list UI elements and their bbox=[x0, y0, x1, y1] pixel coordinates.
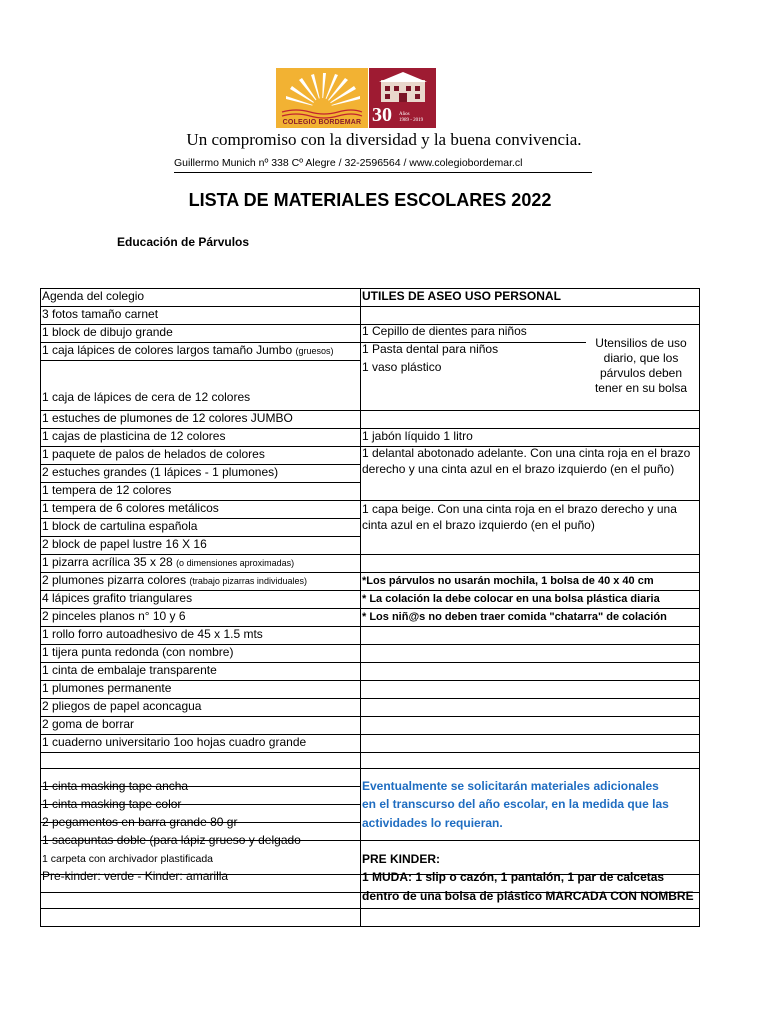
note-item: * Los niñ@s no deben traer comida "chatarra" de colación bbox=[362, 611, 667, 623]
logo-anos-label: Años bbox=[399, 112, 410, 117]
list-item bbox=[42, 778, 358, 795]
list-item bbox=[42, 814, 358, 831]
item-text: 1 block de dibujo grande bbox=[42, 325, 173, 339]
item-text: 1 cuaderno universitario 1oo hojas cuadro grande bbox=[42, 735, 307, 749]
logo-years-range: 1989 - 2019 bbox=[399, 118, 424, 123]
table-border bbox=[699, 288, 700, 927]
list-item bbox=[42, 868, 358, 885]
school-logo bbox=[276, 68, 436, 128]
list-item bbox=[42, 536, 358, 553]
list-item bbox=[42, 464, 358, 481]
note-item: *Los párvulos no usarán mochila, 1 bolsa de 40 x 40 cm bbox=[362, 575, 654, 587]
item-text: 1 estuches de plumones de 12 colores JUMBO bbox=[42, 411, 293, 425]
list-item bbox=[42, 626, 358, 643]
item-text: 1 tempera de 12 colores bbox=[42, 483, 172, 497]
item-text: 1 caja de lápices de cera de 12 colores bbox=[42, 390, 251, 404]
item-text: 1 block de cartulina española bbox=[42, 519, 198, 533]
aseo-note: Utensilios de uso diario, que los párvulos deben tener en su bolsa bbox=[594, 336, 688, 395]
list-item bbox=[42, 306, 358, 323]
jabon-item: 1 jabón líquido 1 litro bbox=[362, 429, 473, 443]
list-item bbox=[42, 410, 358, 427]
prekinder-line: dentro de una bolsa de plástico MARCADA CON NOMBRE bbox=[362, 889, 694, 903]
table-rule bbox=[360, 644, 699, 645]
list-item bbox=[42, 698, 358, 715]
item-text: 1 rollo forro autoadhesivo de 45 x 1.5 mts bbox=[42, 627, 263, 641]
aseo-item: 1 Pasta dental para niños bbox=[362, 342, 499, 356]
item-text: 1 paquete de palos de helados de colores bbox=[42, 447, 265, 461]
list-item bbox=[42, 662, 358, 679]
list-item bbox=[42, 851, 358, 868]
list-item bbox=[42, 832, 358, 849]
list-item bbox=[42, 680, 358, 697]
table-rule bbox=[40, 892, 360, 893]
item-note: (gruesos) bbox=[295, 346, 334, 356]
item-text: 2 pegamentos en barra grande 80 gr bbox=[42, 815, 238, 829]
list-item bbox=[42, 572, 358, 590]
table-rule bbox=[360, 410, 699, 411]
item-text: 1 cinta masking tape ancha bbox=[42, 779, 189, 793]
table-rule bbox=[360, 716, 699, 717]
item-text: 1 cinta masking tape color bbox=[42, 797, 182, 811]
table-rule bbox=[360, 698, 699, 699]
table-rule bbox=[360, 840, 699, 841]
item-text: 2 block de papel lustre 16 X 16 bbox=[42, 537, 207, 551]
eventual-note: actividades lo requieran. bbox=[362, 816, 503, 830]
school-motto: Un compromiso con la diversidad y la buena convivencia. bbox=[186, 130, 582, 149]
table-rule bbox=[360, 908, 699, 909]
table-rule bbox=[40, 752, 360, 753]
table-rule bbox=[40, 768, 360, 769]
item-text: 1 tempera de 6 colores metálicos bbox=[42, 501, 219, 515]
list-item bbox=[42, 734, 358, 751]
table-border bbox=[40, 288, 41, 926]
list-item bbox=[42, 482, 358, 499]
table-rule bbox=[40, 908, 360, 909]
item-text: 1 cinta de embalaje transparente bbox=[42, 663, 217, 677]
school-building-logo-icon bbox=[369, 68, 436, 128]
item-text: Agenda del colegio bbox=[42, 289, 145, 303]
list-item bbox=[42, 342, 358, 360]
item-text: 2 goma de borrar bbox=[42, 717, 135, 731]
materials-table bbox=[40, 288, 699, 926]
page-title: LISTA DE MATERIALES ESCOLARES 2022 bbox=[188, 190, 552, 210]
logo-anniversary: 30 bbox=[372, 104, 392, 126]
list-item bbox=[42, 554, 358, 572]
table-rule bbox=[40, 360, 360, 361]
item-text: 4 lápices grafito triangulares bbox=[42, 591, 193, 605]
list-item bbox=[42, 324, 358, 341]
item-text: 2 estuches grandes (1 lápices - 1 plumones) bbox=[42, 465, 279, 479]
item-text: 2 pliegos de papel aconcagua bbox=[42, 699, 202, 713]
table-rule bbox=[360, 626, 699, 627]
list-item bbox=[42, 590, 358, 607]
table-rule bbox=[360, 734, 699, 735]
item-text: 1 sacapuntas doble (para lápiz grueso y delgado bbox=[42, 833, 301, 847]
table-rule bbox=[360, 306, 699, 307]
school-address: Guillermo Munich nº 338 Cº Alegre / 32-2596564 / www.colegiobordemar.cl bbox=[174, 157, 523, 169]
item-text: 1 tijera punta redonda (con nombre) bbox=[42, 645, 234, 659]
item-note: (trabajo pizarras individuales) bbox=[189, 576, 307, 586]
aseo-item: 1 vaso plástico bbox=[362, 360, 442, 374]
item-note: (o dimensiones aproximadas) bbox=[176, 558, 295, 568]
table-rule bbox=[40, 926, 360, 927]
list-item bbox=[42, 500, 358, 517]
list-item bbox=[42, 518, 358, 535]
list-item bbox=[42, 716, 358, 733]
item-text: 1 plumones permanente bbox=[42, 681, 172, 695]
table-rule bbox=[360, 752, 699, 753]
aseo-header: UTILES DE ASEO USO PERSONAL bbox=[362, 289, 561, 303]
item-text: 2 plumones pizarra colores bbox=[42, 573, 190, 587]
prekinder-line: 1 MUDA: 1 slip o cazón, 1 pantalón, 1 par de calcetas bbox=[362, 870, 665, 884]
table-border bbox=[360, 288, 361, 926]
delantal-item: 1 delantal abotonado adelante. Con una cinta roja en el brazo derecho y una cinta azul en el brazo izquierdo (en el puño) bbox=[362, 446, 691, 476]
item-text: 1 cajas de plasticina de 12 colores bbox=[42, 429, 226, 443]
sunrise-logo-icon bbox=[276, 68, 368, 128]
item-text: 1 carpeta con archivador plastificada bbox=[42, 853, 214, 865]
list-item bbox=[42, 428, 358, 445]
table-rule bbox=[360, 662, 699, 663]
logo-school-name: COLEGIO BORDEMAR bbox=[282, 119, 362, 126]
eventual-note: Eventualmente se solicitarán materiales adicionales bbox=[362, 779, 659, 793]
list-item bbox=[42, 446, 358, 463]
list-item bbox=[42, 288, 358, 305]
list-item bbox=[42, 796, 358, 813]
header-divider bbox=[174, 172, 592, 173]
table-rule bbox=[360, 768, 699, 769]
list-item bbox=[42, 644, 358, 661]
level-subtitle: Educación de Párvulos bbox=[117, 235, 250, 249]
list-item bbox=[42, 608, 358, 625]
capa-item: 1 capa beige. Con una cinta roja en el brazo derecho y una cinta azul en el brazo izquierdo (en el puño) bbox=[362, 502, 677, 532]
aseo-item: 1 Cepillo de dientes para niños bbox=[362, 324, 527, 338]
item-text: 3 fotos tamaño carnet bbox=[42, 307, 159, 321]
prekinder-header: PRE KINDER: bbox=[362, 852, 441, 866]
note-item: * La colación la debe colocar en una bolsa plástica diaria bbox=[362, 593, 660, 605]
table-rule bbox=[360, 926, 699, 927]
item-text: Pre-kinder: verde - Kinder: amarilla bbox=[42, 869, 229, 883]
logo-years bbox=[399, 112, 423, 124]
table-rule bbox=[360, 680, 699, 681]
table-rule bbox=[360, 554, 699, 555]
list-item bbox=[42, 389, 358, 406]
item-text: 1 pizarra acrílica 35 x 28 bbox=[42, 555, 177, 569]
eventual-note: en el transcurso del año escolar, en la medida que las bbox=[362, 797, 669, 811]
item-text: 2 pinceles planos n° 10 y 6 bbox=[42, 609, 186, 623]
item-text: 1 caja lápices de colores largos tamaño Jumbo bbox=[42, 343, 296, 357]
